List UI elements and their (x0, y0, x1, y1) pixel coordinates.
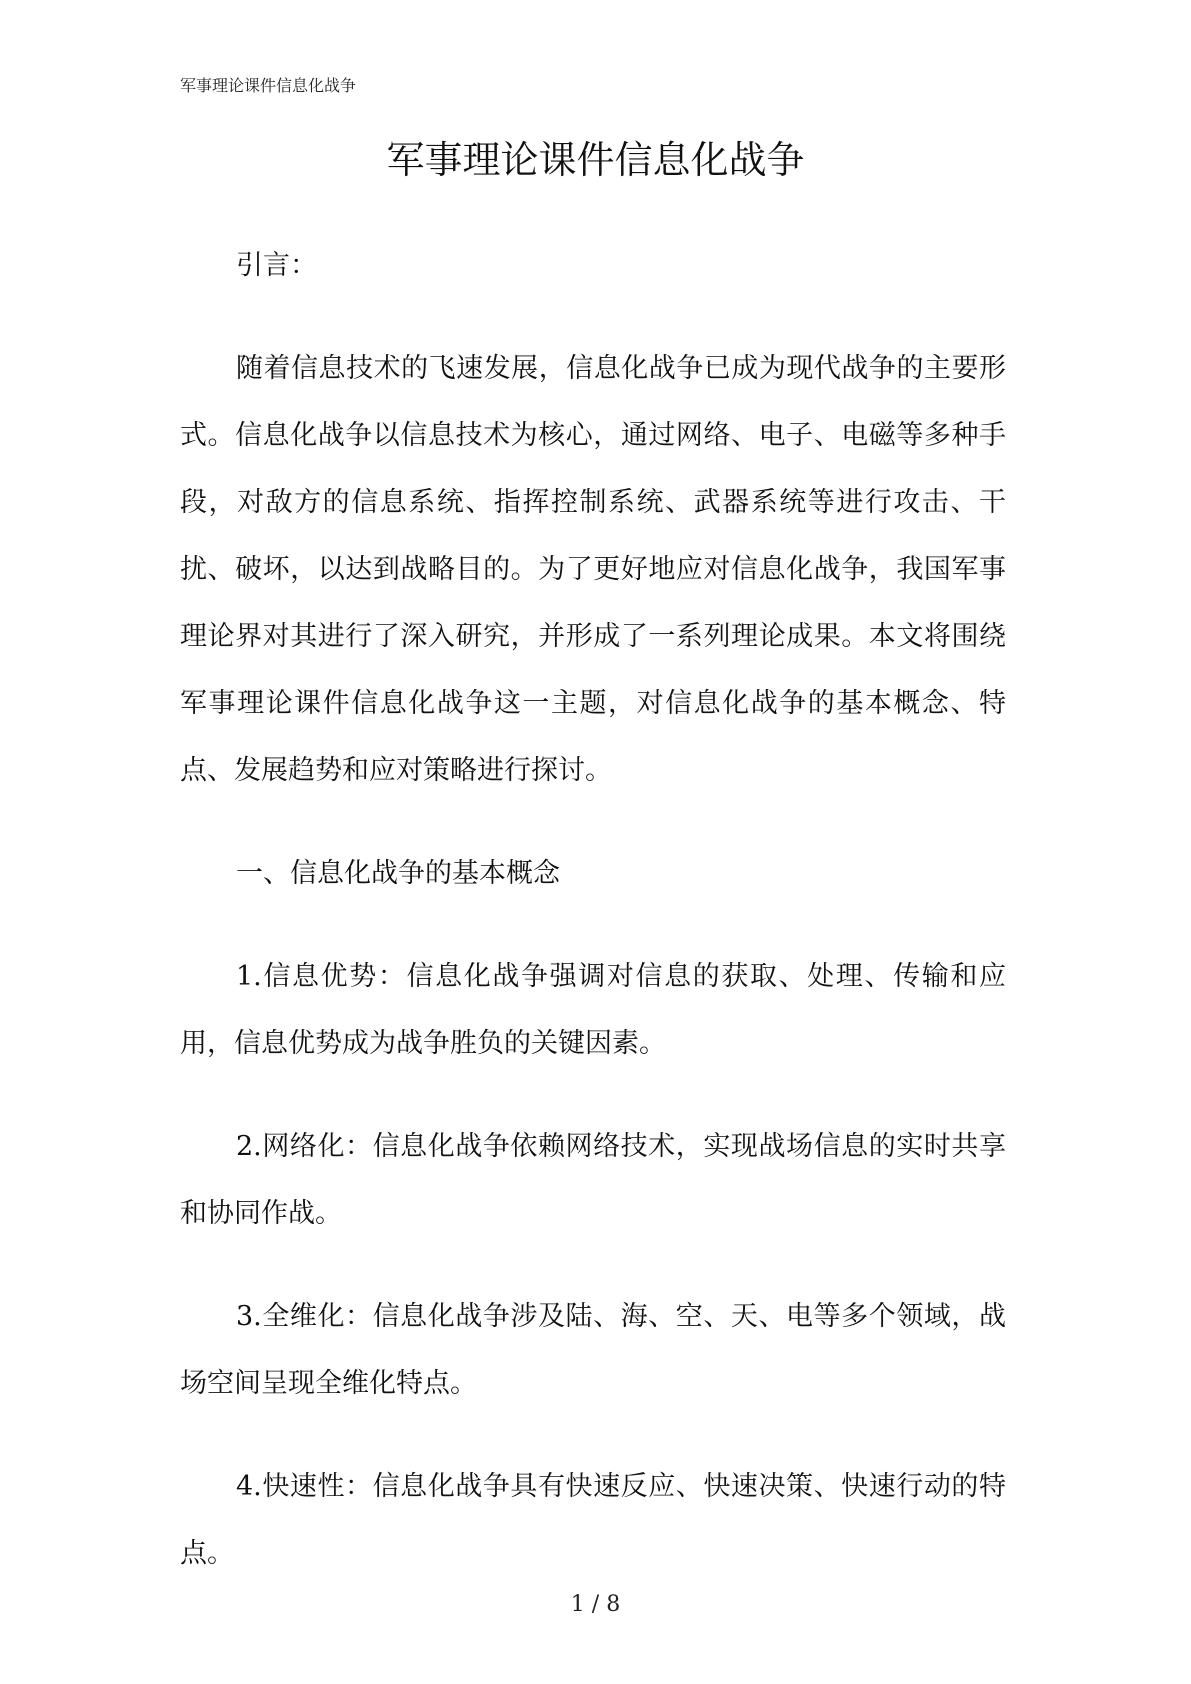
intro-heading: 引言： (236, 250, 317, 281)
list-item-all-dimensional: 3.全维化：信息化战争涉及陆、海、空、天、电等多个领域，战场空间呈现全维化特点。 (180, 1301, 1006, 1399)
intro-paragraph: 随着信息技术的飞速发展，信息化战争已成为现代战争的主要形式。信息化战争以信息技术为核心，通过网络、电子、电磁等多种手段，对敌方的信息系统、指挥控制系统、武器系统等进行攻击、干扰、破坏，以达到战略目的。为了更好地应对信息化战争，我国军事理论界对其进行了深入研究，并形成了一系列理论成果。本文将围绕军事理论课件信息化战争这一主题，对信息化战争的基本概念、特点、发展趋势和应对策略进行探讨。 (180, 353, 1006, 786)
list-item-rapidity: 4.快速性：信息化战争具有快速反应、快速决策、快速行动的特点。 (180, 1471, 1006, 1569)
list-item-networking: 2.网络化：信息化战争依赖网络技术，实现战场信息的实时共享和协同作战。 (180, 1131, 1006, 1229)
document-body (180, 232, 1006, 1587)
page-number: 1 / 8 (570, 1592, 621, 1617)
section-heading-basic-concepts: 一、信息化战争的基本概念 (236, 858, 560, 889)
list-item-information-superiority: 1.信息优势：信息化战争强调对信息的获取、处理、传输和应用，信息优势成为战争胜负的关键因素。 (180, 961, 1006, 1059)
running-header: 军事理论课件信息化战争 (180, 76, 357, 95)
document-title: 军事理论课件信息化战争 (386, 138, 805, 182)
